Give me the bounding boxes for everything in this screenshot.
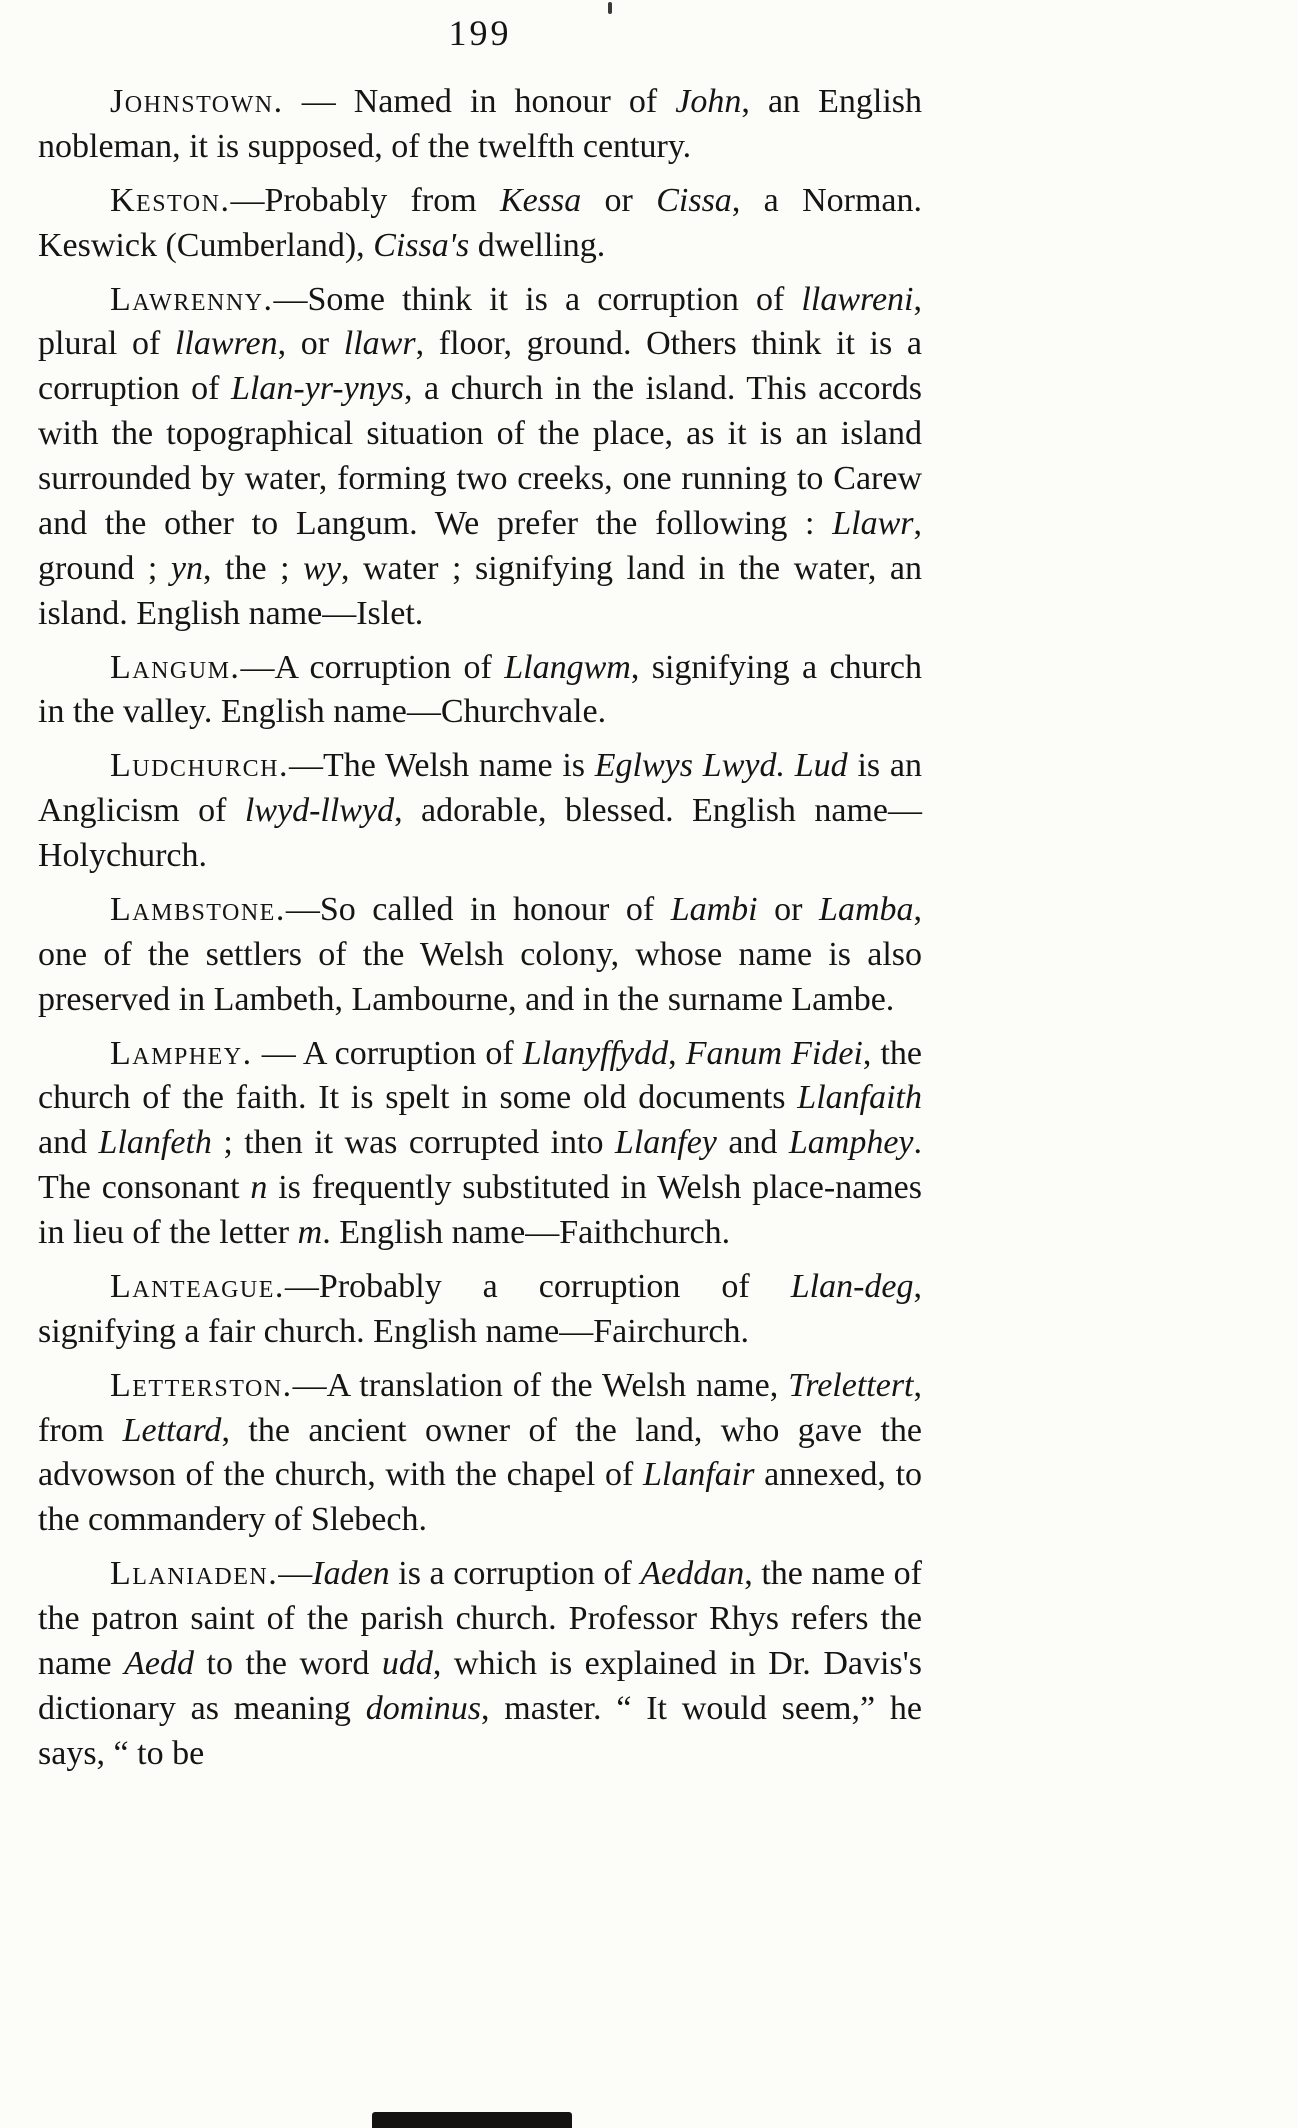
entry-paragraph: [38, 888, 922, 1023]
entry-headword: Lambstone.: [110, 890, 286, 928]
italic-term: yn: [170, 549, 203, 587]
entry-headword: Lanteague.: [110, 1267, 285, 1305]
entry-headword: Johnstown.: [110, 83, 284, 120]
body-text: , the name of the patron saint of the parish church. Professor Rhys refers the name: [38, 1555, 922, 1682]
italic-term: Iaden: [312, 1555, 390, 1593]
body-text: —Some think it is a corruption of: [273, 280, 802, 318]
entry-paragraph: [38, 1032, 922, 1256]
italic-term: Llanfaith: [797, 1079, 922, 1117]
italic-term: Lamphey: [788, 1124, 914, 1162]
body-text: ,: [668, 1034, 686, 1072]
body-text: , floor, ground. Others think it is a corruption of: [38, 325, 922, 408]
italic-term: Fanum Fidei: [685, 1034, 863, 1072]
body-text: to the word: [194, 1644, 382, 1682]
italic-term: n: [250, 1169, 268, 1207]
scan-edge-artifact: [372, 2112, 572, 2128]
body-text: is an Anglicism of: [38, 747, 922, 830]
body-text: ; then it was corrupted into: [211, 1124, 615, 1162]
body-text: , plural of: [38, 280, 922, 363]
entry-paragraph: [38, 278, 922, 637]
italic-term: m: [297, 1214, 323, 1251]
entry-headword: Ludchurch.: [110, 747, 289, 785]
body-text: , the ;: [202, 549, 304, 587]
body-text: —A corruption of: [240, 648, 505, 686]
text-block: [38, 80, 922, 1777]
entry-headword: Letterston.: [110, 1366, 293, 1404]
italic-term: Lambi: [670, 890, 758, 928]
italic-term: llawreni: [801, 280, 914, 318]
entry-paragraph: [38, 744, 922, 879]
entry-headword: Llaniaden.: [110, 1555, 279, 1593]
scan-speck-artifact: [608, 2, 612, 14]
italic-term: Llan-deg: [790, 1267, 914, 1305]
italic-term: Lettard: [122, 1411, 222, 1449]
body-text: . English name—Faithchurch.: [322, 1214, 731, 1251]
entry-headword: Lamphey.: [110, 1034, 253, 1072]
body-text: , a church in the island. This accords with the topographical situation of the place, as it is an island surrounded by water, forming two creeks, one running to Carew and the other to Langum. We prefer the following :: [38, 370, 923, 542]
italic-term: Llanfair: [643, 1456, 755, 1494]
body-text: — Named in honour of: [283, 83, 676, 120]
italic-term: dominus: [365, 1689, 481, 1727]
body-text: dwelling.: [469, 226, 606, 264]
entry-paragraph: [38, 1552, 922, 1776]
italic-term: llawren: [174, 325, 278, 363]
italic-term: Llangwm: [504, 648, 631, 686]
body-text: —So called in honour of: [285, 890, 671, 928]
entry-paragraph: [38, 1364, 922, 1544]
body-text: , water ; signifying land in the water, an island. English name—Islet.: [38, 549, 922, 632]
italic-term: Cissa's: [373, 226, 470, 264]
italic-term: Kessa: [499, 181, 582, 219]
italic-term: lwyd-llwyd: [244, 792, 395, 830]
body-text: , signifying a fair church. English name—Fairchurch.: [38, 1267, 922, 1350]
page-number: 199: [448, 13, 512, 53]
italic-term: udd: [381, 1644, 433, 1682]
entry-paragraph: [38, 179, 922, 269]
body-text: , adorable, blessed. English name—Holychurch.: [38, 792, 923, 874]
body-text: —: [278, 1555, 313, 1593]
body-text: , the ancient owner of the land, who gave the advowson of the church, with the chapel of: [38, 1411, 922, 1494]
body-text: , signifying a church in the valley. English name—Churchvale.: [38, 648, 922, 731]
entry-headword: Keston.: [110, 181, 231, 219]
italic-term: Lamba: [819, 890, 914, 928]
italic-term: Cissa: [656, 181, 732, 219]
body-text: —A translation of the Welsh name,: [292, 1366, 789, 1404]
italic-term: Llawr: [832, 504, 914, 542]
body-text: or: [581, 181, 657, 219]
body-text: —Probably a corruption of: [284, 1267, 791, 1305]
body-text: annexed, to the commandery of Slebech.: [38, 1456, 923, 1539]
italic-term: wy: [303, 549, 341, 587]
body-text: , one of the settlers of the Welsh colony, whose name is also preserved in Lambeth, Lambourne, and in the surname Lambe.: [38, 890, 922, 1018]
italic-term: John: [675, 83, 742, 120]
body-text: is a corruption of: [389, 1555, 641, 1593]
body-text: is frequently substituted in Welsh place-names in lieu of the letter: [38, 1169, 922, 1251]
italic-term: Llan-yr-ynys: [230, 370, 405, 408]
italic-term: Aeddan: [640, 1555, 745, 1593]
entry-paragraph: [38, 80, 922, 170]
body-text: or: [757, 890, 820, 928]
italic-term: Llanfeth: [98, 1124, 212, 1162]
italic-term: Trelettert: [788, 1366, 914, 1404]
italic-term: Llanfey: [614, 1124, 717, 1162]
body-text: — A corruption of: [252, 1034, 523, 1072]
body-text: , master. “ It would seem,” he says, “ to be: [38, 1689, 922, 1772]
entry-headword: Lawrenny.: [110, 280, 274, 318]
body-text: , or: [277, 325, 344, 363]
body-text: , from: [38, 1366, 922, 1449]
body-text: , which is explained in Dr. Davis's dictionary as meaning: [38, 1644, 922, 1727]
italic-term: Aedd: [124, 1644, 194, 1682]
body-text: . The consonant: [38, 1124, 923, 1207]
body-text: , the church of the faith. It is spelt in some old documents: [38, 1034, 922, 1117]
body-text: and: [716, 1124, 789, 1162]
italic-term: llawr: [343, 325, 416, 363]
body-text: —Probably from: [230, 181, 500, 219]
body-text: —The Welsh name is: [288, 747, 595, 785]
italic-term: Eglwys Lwyd. Lud: [594, 747, 848, 785]
entry-headword: Langum.: [110, 648, 241, 686]
entry-paragraph: [38, 646, 922, 736]
italic-term: Llanyffydd: [522, 1034, 669, 1072]
entry-paragraph: [38, 1265, 922, 1355]
body-text: and: [38, 1124, 99, 1162]
body-text: , a Norman. Keswick (Cumberland),: [38, 181, 922, 264]
body-text: , an English nobleman, it is supposed, of the twelfth century.: [38, 83, 923, 165]
body-text: , ground ;: [38, 504, 922, 587]
